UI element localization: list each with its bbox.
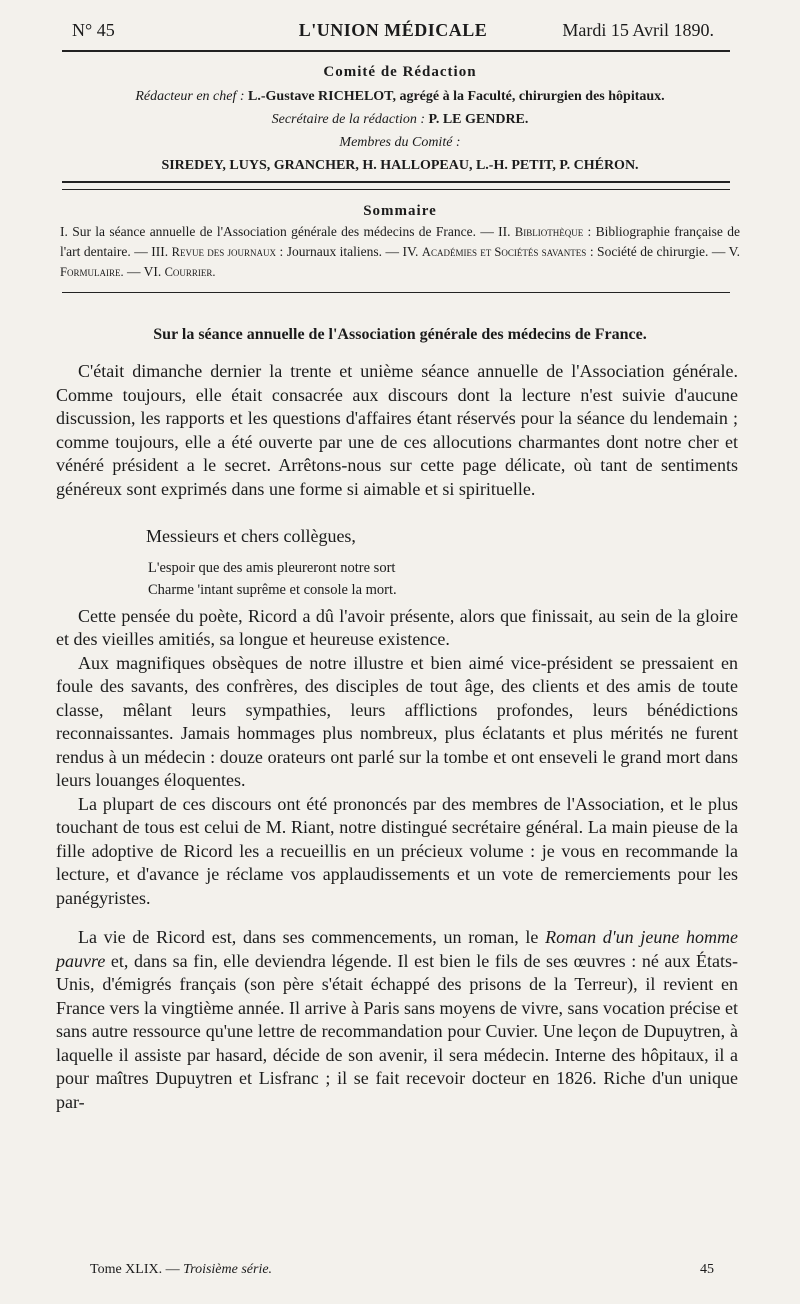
article-body (56, 360, 738, 1114)
sommaire-heading: Sommaire (363, 203, 437, 219)
members-label: Membres du Comité : (339, 135, 461, 150)
toc-item-4-label: Académies et Sociétés savantes (421, 245, 587, 259)
toc-item-6-label: Courrier. (164, 265, 216, 279)
members-label-line (60, 131, 740, 154)
toc-item-2-label: Bibliothèque (514, 225, 584, 239)
toc-item-2-text: : Bibliographie française de l'art dentaire. — III. (60, 224, 741, 259)
toc-item-5-sep: — VI. (126, 264, 162, 279)
committee-rule (62, 181, 730, 190)
verse-line-2: Charme 'intant suprême et console la mort. (148, 581, 397, 598)
salutation: Messieurs et chers collègues, (146, 526, 356, 546)
footer-tome: Tome XLIX. — (90, 1262, 180, 1277)
article-title: Sur la séance annuelle de l'Association générale des médecins de France. (153, 326, 647, 343)
secretary-label: Secrétaire de la rédaction : (271, 112, 426, 127)
toc-item-5-label: Formulaire. (60, 265, 124, 279)
running-head (72, 20, 714, 46)
paragraph-1: C'était dimanche dernier la trente et unième séance annuelle de l'Association générale. Comme toujours, elle était consacrée aux discours dont la lecture n'est suivie d'aucune discussion, les rapports et les questions d'affaires étant réservés pour la séance du lendemain ; comme toujours, elle a été ouverte par une de ces allocutions charmantes dont notre cher et vénéré président a le secret. Arrêtons-nous sur cette page délicate, où tant de sentiments généreux sont exprimés dans une forme si aimable et si spirituelle. (56, 361, 738, 499)
paragraph-3: Aux magnifiques obsèques de notre illustre et bien aimé vice-président se pressaient en foule des savants, des confrères, des disciples de tout âge, des clients et des amis de toute classe, mêlant leurs sympathies, leurs afflictions profondes, leurs bénédictions reconnaissantes. Jamais hommages plus nombreux, plus éclatants et plus mérités ne furent rendus à un médecin : douze orateurs ont parlé sur la tombe et ont enseveli le grand mort dans leurs louanges éloquentes. (56, 652, 738, 790)
paragraph-5-start: La vie de Ricord est, dans ses commencements, un roman, le (78, 927, 546, 947)
issue-date: Mardi 15 Avril 1890. (562, 20, 714, 40)
footer-volume (90, 1262, 272, 1278)
sommaire-items (60, 222, 740, 282)
verse-quote (148, 557, 738, 601)
table-of-contents (60, 203, 740, 282)
committee-heading: Comité de Rédaction (323, 64, 477, 80)
editor-name: L.-Gustave RICHELOT, agrégé à la Faculté, chirurgien des hôpitaux. (248, 89, 665, 104)
verse-line-1: L'espoir que des amis pleureront notre sort (148, 559, 396, 576)
issue-number: N° 45 (72, 20, 115, 40)
toc-item-1: I. Sur la séance annuelle de l'Association générale des médecins de France. — II. (60, 224, 511, 239)
secretary-name: P. LE GENDRE. (428, 112, 529, 127)
footer-series: Troisième série. (183, 1262, 273, 1277)
editorial-committee (60, 64, 740, 177)
page-footer (90, 1262, 714, 1284)
sommaire-rule (62, 292, 730, 293)
toc-item-4-text: : Société de chirurgie. — V. (589, 244, 741, 259)
paragraph-4: La plupart de ces discours ont été prononcés par des membres de l'Association, et le plus touchant de tous est celui de M. Riant, notre distingué secrétaire général. La main pieuse de la fille adoptive de Ricord les a recueillis en un précieux volume : je vous en recommande la lecture, et d'avance je réclame vos applaudissements et un vote de remerciements pour les panégyristes. (56, 793, 738, 908)
toc-item-3-text: : Journaux italiens. — IV. (279, 244, 419, 259)
editor-label: Rédacteur en chef : (135, 89, 245, 104)
toc-item-3-label: Revue des journaux (171, 245, 276, 259)
paragraph-5-rest: et, dans sa fin, elle deviendra légende. Il est bien le fils de ses œuvres : né aux États-Unis, d'émigrés français (son père s'était échappé des prisons de la Terreur), il revient en France vers la vingtième année. Il arrive à Paris sans moyens de vivre, sans vocation précise et sans autre ressource qu'une lettre de recommandation pour Cuvier. Une leçon de Dupuytren, à laquelle il assiste par hasard, décide de son avenir, il sera médecin. Interne des hôpitaux, il a pour maîtres Dupuytren et Lisfranc ; il se fait recevoir docteur en 1826. Riche d'un unique par- (56, 950, 738, 1112)
paragraph-5-title: Roman d'un jeune homme pauvre (56, 927, 739, 971)
paragraph-5 (56, 926, 738, 1114)
header-rule (62, 50, 730, 52)
members-line (60, 154, 740, 177)
editor-line (60, 85, 740, 108)
paragraph-2: Cette pensée du poète, Ricord a dû l'avoir présente, alors que finissait, au sein de la gloire et des vieilles amitiés, sa longue et heureuse existence. (56, 605, 738, 649)
secretary-line (60, 108, 740, 131)
page-number: 45 (700, 1262, 714, 1277)
members-names: SIREDEY, LUYS, GRANCHER, H. HALLOPEAU, L.-H. PETIT, P. CHÉRON. (161, 158, 639, 173)
journal-title: L'UNION MÉDICALE (298, 20, 488, 40)
